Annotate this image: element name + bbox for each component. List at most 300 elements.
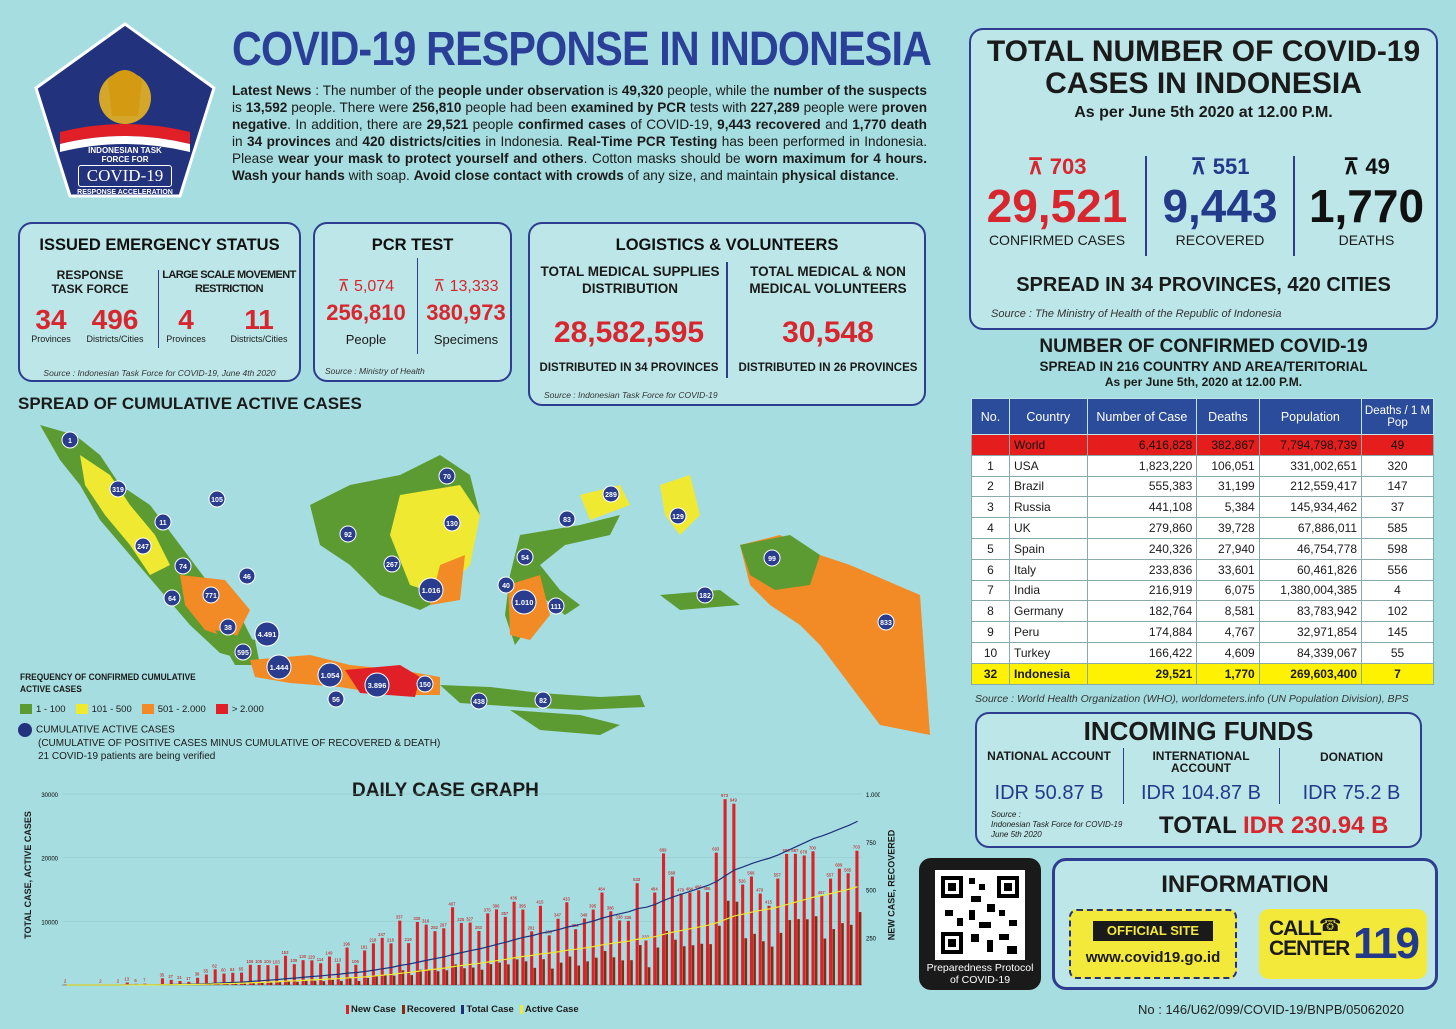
recovered-bar (322, 981, 325, 985)
y-tick-left: 10000 (41, 920, 58, 927)
new-case-bar (302, 960, 305, 985)
confirmed-value: 29,521 (986, 180, 1128, 232)
table-cell: 216,919 (1087, 580, 1197, 601)
new-case-label: 21 (177, 974, 182, 980)
world-date: As per June 5th, 2020 at 12.00 P.M. (1104, 375, 1303, 389)
new-case-label: 103 (272, 959, 280, 965)
case-bubble-label: 247 (137, 544, 149, 551)
news-fragment: in Indonesia. (480, 134, 568, 150)
table-cell: 1,380,004,385 (1259, 580, 1361, 601)
new-case-bar (486, 913, 489, 985)
new-case-label: 338 (615, 914, 623, 920)
new-case-bar (363, 950, 366, 985)
daily-case-chart (40, 780, 880, 1000)
bubble-icon (18, 723, 32, 737)
recovered-bar (753, 934, 756, 985)
new-case-label: 6 (134, 977, 137, 983)
new-case-bar (644, 940, 647, 985)
table-cell: 585 (1362, 518, 1434, 539)
case-bubble-label: 1.444 (269, 663, 289, 672)
case-bubble-label: 3.896 (367, 681, 387, 690)
medical-supplies-value: 28,582,595 (553, 316, 705, 349)
news-fragment: 49,320 (621, 83, 664, 98)
case-bubble-label: 82 (539, 698, 547, 705)
new-case-label: 467 (817, 889, 825, 895)
graph-legend-item: New Case (346, 1004, 396, 1015)
country-table (971, 398, 1434, 685)
new-case-label: 484 (597, 886, 605, 892)
y-tick-right: 1.000 (866, 793, 880, 799)
legend-title: FREQUENCY OF CONFIRMED CUMULATIVE ACTIVE CASES (20, 672, 196, 695)
table-cell: 32,971,854 (1259, 622, 1361, 643)
new-case-bar (653, 893, 656, 985)
new-case-label: 395 (518, 903, 526, 909)
new-case-bar (398, 921, 401, 985)
logo-line4: RESPONSE ACCELERATION (77, 189, 173, 196)
recovered-bar (788, 920, 791, 985)
table-cell: 49 (1362, 435, 1434, 456)
recovered-bar (340, 981, 343, 985)
new-case-label: 13 (124, 976, 130, 982)
news-fragment: 13,592 (245, 100, 288, 116)
deaths-increase: 49 (1365, 154, 1390, 179)
new-case-bar (600, 893, 603, 985)
recovered-bar (780, 933, 783, 985)
new-case-bar (513, 902, 516, 985)
increase-icon: ⊼ (337, 278, 355, 295)
news-fragment: 34 provinces (247, 134, 331, 150)
case-bubble-label: 64 (168, 596, 176, 603)
call-center-button[interactable] (1259, 909, 1427, 979)
rtf-provinces-label: Provinces (31, 334, 71, 344)
new-case-label: 82 (212, 963, 217, 969)
recovered-stat (1147, 154, 1293, 248)
case-bubble-label: 1.054 (320, 671, 340, 680)
new-case-label: 181 (360, 944, 368, 950)
new-case-bar (671, 877, 674, 985)
new-case-bar (565, 902, 568, 985)
table-cell: 32 (972, 663, 1010, 684)
recovered-bar (551, 969, 554, 985)
news-fragment: . Cotton masks should be (583, 151, 746, 167)
deaths-label: DEATHS (1338, 232, 1395, 248)
table-cell: 4,609 (1197, 642, 1259, 663)
case-bubble-label: 771 (205, 593, 217, 600)
table-row (972, 663, 1434, 684)
graph-ylabel-left: TOTAL CASE, ACTIVE CASES (22, 811, 33, 939)
table-cell: 8,581 (1197, 601, 1259, 622)
case-bubble-label: 4.491 (257, 630, 277, 639)
funds-total: TOTAL IDR 230.94 B (1159, 812, 1389, 839)
pcr-test-panel (313, 222, 512, 382)
legend-item: 501 - 2.000 (142, 704, 206, 715)
recovered-bar (586, 961, 589, 985)
new-case-label: 106 (351, 958, 359, 964)
new-case-bar (609, 911, 612, 985)
graph-ylabel-right: NEW CASE, RECOVERED (886, 829, 897, 941)
new-case-bar (820, 896, 823, 985)
new-case-bar (688, 893, 691, 985)
new-case-bar (319, 963, 322, 985)
news-fragment: 1,770 death (852, 117, 927, 133)
news-fragment: of COVID-19, (625, 117, 718, 133)
table-cell: World (1010, 435, 1088, 456)
volunteers-value: 30,548 (782, 316, 874, 349)
case-bubble-label: 182 (699, 593, 711, 600)
table-cell: 83,783,942 (1259, 601, 1361, 622)
new-case-bar (829, 879, 832, 985)
new-case-bar (759, 894, 762, 985)
new-case-bar (469, 923, 472, 985)
new-case-label: 496 (694, 884, 702, 890)
table-header: Number of Case (1087, 399, 1197, 435)
table-row (972, 455, 1434, 476)
case-bubble-label: 46 (243, 574, 251, 581)
news-fragment: has been performed in Indonesia. Please (232, 134, 927, 167)
table-cell: 4 (972, 518, 1010, 539)
increase-icon: ⊼ (1027, 154, 1044, 179)
recovered-bar (569, 957, 572, 985)
recovered-bar (577, 966, 580, 985)
table-row (972, 538, 1434, 559)
call-center-label: CALL CENTER (1269, 917, 1350, 960)
pcr-specimen-label: Specimens (433, 332, 499, 347)
new-case-bar (750, 877, 753, 985)
funds-panel (975, 712, 1422, 848)
funds-title: INCOMING FUNDS (1083, 716, 1314, 746)
table-cell: 441,108 (1087, 497, 1197, 518)
news-fragment: people (468, 117, 518, 133)
recovered-bar (305, 981, 308, 985)
logo-line1: INDONESIAN TASK (88, 146, 162, 155)
new-case-bar (460, 923, 463, 985)
table-cell: 320 (1362, 455, 1434, 476)
table-cell: Russia (1010, 497, 1088, 518)
recovered-bar (314, 981, 317, 985)
increase-icon: ⊼ (1190, 154, 1207, 179)
table-header: Population (1259, 399, 1361, 435)
news-fragment: 227,289 (750, 100, 800, 116)
recovered-bar (771, 947, 774, 985)
case-bubble-label: 11 (159, 520, 167, 527)
donation-title: DONATION (1319, 750, 1384, 764)
news-fragment: 256,810 (412, 100, 462, 116)
new-case-label: 533 (633, 877, 641, 883)
logo-line3: COVID-19 (78, 165, 173, 187)
table-cell: 174,884 (1087, 622, 1197, 643)
recovered-bar (454, 964, 457, 985)
total-title-line1: TOTAL NUMBER OF COVID-19 (986, 35, 1421, 68)
case-bubble-label: 129 (672, 514, 684, 521)
new-case-label: 114 (316, 957, 324, 963)
table-row (972, 622, 1434, 643)
table-cell: 233,836 (1087, 559, 1197, 580)
case-bubble-label: 74 (179, 564, 187, 571)
new-case-label: 55 (203, 968, 209, 974)
confirmed-stat (971, 154, 1143, 248)
new-case-label: 347 (554, 912, 562, 918)
table-row (972, 580, 1434, 601)
new-case-label: 415 (536, 899, 544, 905)
medical-supplies-title: TOTAL MEDICAL SUPPLIES DISTRIBUTION (540, 264, 720, 296)
new-case-label: 327 (466, 916, 474, 922)
recovered-bar (736, 902, 739, 985)
recovered-bar (533, 968, 536, 985)
news-fragment: number of the suspects (773, 83, 927, 98)
recovered-bar (472, 968, 475, 985)
pcr-people-label: People (345, 332, 387, 347)
new-case-bar (794, 854, 797, 985)
new-case-label: 7 (143, 977, 146, 983)
y-tick-left: 20000 (41, 856, 58, 863)
new-case-label: 557 (826, 872, 834, 878)
qr-card[interactable] (919, 858, 1041, 990)
recovered-label: RECOVERED (1175, 232, 1265, 248)
table-cell: USA (1010, 455, 1088, 476)
new-case-label: 479 (756, 887, 764, 893)
logo-line2: FORCE FOR (101, 155, 149, 164)
recovered-bar (727, 901, 730, 985)
pcr-title: PCR TEST (371, 236, 454, 254)
new-case-bar (389, 943, 392, 985)
new-case-label: 64 (229, 966, 235, 972)
new-case-bar (416, 922, 419, 985)
new-case-bar (680, 894, 683, 985)
new-case-bar (477, 931, 480, 985)
graph-legend-item: Total Case (461, 1004, 513, 1015)
new-case-bar (618, 920, 621, 985)
recovered-bar (859, 912, 862, 985)
international-account-value: IDR 104.87 B (1140, 782, 1262, 804)
table-cell: 67,886,011 (1259, 518, 1361, 539)
new-case-label: 105 (255, 958, 263, 964)
table-cell: 1 (972, 455, 1010, 476)
news-fragment: tests with (685, 100, 751, 116)
new-case-bar (627, 921, 630, 985)
new-case-label: 60 (221, 967, 226, 973)
case-bubble-label: 438 (473, 699, 485, 706)
total-cases-panel (969, 28, 1438, 330)
total-source: Source : The Ministry of Health of the Republic of Indonesia (991, 308, 1282, 320)
new-case-label: 395 (589, 903, 597, 909)
recovered-bar (674, 940, 677, 985)
pcr-source: Source : Ministry of Health (325, 366, 425, 376)
new-case-bar (548, 935, 551, 985)
y-tick-left: 30000 (41, 793, 58, 799)
timor (510, 710, 620, 735)
table-cell: Germany (1010, 601, 1088, 622)
table-cell: India (1010, 580, 1088, 601)
table-cell: 7 (972, 580, 1010, 601)
pcr-specimen-value: 380,973 (426, 300, 506, 325)
recovered-bar (613, 957, 616, 985)
pcr-specimen-increase: ⊼ 13,333 (433, 278, 499, 295)
table-cell: 6 (972, 559, 1010, 580)
table-cell: 29,521 (1087, 663, 1197, 684)
table-cell: 382,867 (1197, 435, 1259, 456)
new-case-label: 585 (844, 867, 852, 873)
table-cell: 145 (1362, 622, 1434, 643)
maluku-north (660, 475, 700, 535)
table-cell: 102 (1362, 601, 1434, 622)
recovered-bar (296, 982, 299, 985)
table-cell: UK (1010, 518, 1088, 539)
table-cell: 5 (972, 538, 1010, 559)
graph-legend-item: Active Case (520, 1004, 579, 1015)
case-bubble-label: 105 (211, 497, 223, 504)
y-tick-right: 250 (866, 936, 877, 943)
new-case-label: 219 (404, 937, 412, 943)
recovered-bar (560, 963, 563, 985)
new-case-bar (530, 931, 533, 985)
recovered-bar (701, 944, 704, 985)
map-title: SPREAD OF CUMULATIVE ACTIVE CASES (18, 394, 362, 413)
new-case-bar (504, 917, 507, 985)
recovered-bar (850, 925, 853, 985)
new-case-bar (715, 853, 718, 985)
table-cell: 6,416,828 (1087, 435, 1197, 456)
table-cell: 31,199 (1197, 476, 1259, 497)
recovered-bar (375, 976, 378, 985)
news-fragment: is (604, 83, 622, 98)
information-title: INFORMATION (1161, 871, 1329, 898)
recovered-bar (815, 916, 818, 985)
news-fragment: : The number of the (311, 83, 438, 98)
new-case-bar (310, 960, 313, 985)
news-fragment: proven negative (232, 100, 927, 133)
recovered-bar (630, 960, 633, 985)
call-center-number: 119 (1353, 919, 1418, 968)
table-header: No. (972, 399, 1010, 435)
new-case-label: 153 (281, 949, 289, 955)
new-case-label: 2 (64, 978, 67, 984)
news-fragment: Real-Time PCR Testing (567, 134, 718, 150)
psbb-districts-label: Districts/Cities (230, 334, 288, 344)
new-case-label: 218 (386, 937, 394, 943)
case-bubble-label: 150 (419, 682, 431, 689)
new-case-bar (293, 964, 296, 985)
table-cell: 4 (1362, 580, 1434, 601)
news-fragment: people were (799, 100, 882, 116)
graph-legend (346, 1004, 585, 1015)
table-row (972, 497, 1434, 518)
table-cell: 269,603,400 (1259, 663, 1361, 684)
table-cell: 145,934,462 (1259, 497, 1361, 518)
verify-note: 21 COVID-19 patients are being verified (38, 751, 216, 762)
recovered-increase: 551 (1212, 154, 1250, 179)
new-case-label: 336 (624, 914, 632, 920)
recovered-bar (595, 958, 598, 985)
case-bubble-label: 1.016 (421, 586, 441, 595)
new-case-bar (706, 892, 709, 985)
new-case-label: 316 (422, 918, 430, 924)
news-fragment: in (232, 134, 248, 150)
recovered-bar (665, 931, 668, 985)
new-case-bar (539, 906, 542, 985)
new-case-bar (697, 890, 700, 985)
news-fragment: worn maximum for 4 hours. Wash your hands (232, 151, 928, 184)
new-case-label: 357 (501, 910, 509, 916)
news-fragment: . (895, 168, 899, 184)
logistics-source: Source : Indonesian Task Force for COVID-19 (544, 390, 718, 400)
news-fragment: with soap. (344, 168, 414, 184)
case-bubble-label: 267 (386, 562, 398, 569)
official-site-link[interactable] (1069, 909, 1237, 979)
case-bubble-label: 54 (521, 555, 529, 562)
recovered-bar (683, 946, 686, 985)
new-case-bar (583, 919, 586, 985)
recovered-bar (824, 939, 827, 985)
new-case-label: 247 (378, 931, 386, 937)
bubble-legend (18, 723, 440, 763)
world-title: NUMBER OF CONFIRMED COVID-19 (1039, 336, 1368, 357)
psbb-provinces-label: Provinces (166, 334, 206, 344)
graph-legend-item: Recovered (402, 1004, 456, 1015)
recovered-bar (692, 945, 695, 985)
new-case-bar (855, 851, 858, 985)
new-case-label: 375 (483, 907, 491, 913)
document-number: No : 146/U62/099/COVID-19/BNPB/05062020 (1138, 1002, 1404, 1017)
new-case-bar (838, 869, 841, 985)
new-case-label: 233 (641, 934, 649, 940)
funds-source: Source : Indonesian Task Force for COVID-19 June 5th 2020 (991, 810, 1123, 839)
news-fragment: physical distance (781, 168, 896, 184)
table-cell: 166,422 (1087, 642, 1197, 663)
recovered-bar (358, 981, 361, 985)
case-bubble-label: 70 (443, 474, 451, 481)
increase-icon: ⊼ (433, 278, 450, 295)
table-cell: 4,767 (1197, 622, 1259, 643)
new-case-label: 129 (307, 954, 315, 960)
international-account-title: INTERNATIONAL ACCOUNT (1152, 749, 1250, 775)
news-fragment: is (232, 100, 246, 116)
table-cell: Italy (1010, 559, 1088, 580)
recovered-bar (481, 970, 484, 985)
recovered-bar (366, 978, 369, 985)
table-cell: Brazil (1010, 476, 1088, 497)
new-case-label: 687 (791, 847, 799, 853)
new-case-label: 17 (185, 975, 191, 981)
news-fragment: 420 districts/cities (362, 134, 481, 150)
recovered-bar (384, 975, 387, 985)
case-bubble-label: 56 (332, 697, 340, 704)
new-case-label: 484 (685, 886, 693, 892)
case-bubble-label: 40 (502, 583, 510, 590)
new-case-label: 292 (571, 923, 579, 929)
new-case-label: 109 (290, 958, 298, 964)
bubble-desc: (CUMULATIVE OF POSITIVE CASES MINUS CUMULATIVE OF RECOVERED & DEATH) (38, 738, 441, 749)
rtf-districts-value: 496 (91, 304, 139, 335)
new-case-label: 693 (712, 846, 720, 852)
table-cell: 9 (972, 622, 1010, 643)
new-case-label: 283 (474, 924, 482, 930)
donation-value: IDR 75.2 B (1302, 782, 1401, 804)
case-bubble-label: 92 (344, 532, 352, 539)
news-fragment: examined by PCR (570, 100, 686, 116)
medical-supplies-note: DISTRIBUTED IN 34 PROVINCES (539, 362, 719, 374)
recovered-bar (410, 975, 413, 985)
recovered-bar (525, 961, 528, 985)
page-title: COVID-19 RESPONSE IN INDONESIA (232, 23, 932, 76)
psbb-districts-value: 11 (244, 304, 274, 335)
table-row (972, 559, 1434, 580)
news-fragment: 9,443 recovered (717, 117, 821, 133)
legend-item: 1 - 100 (20, 704, 66, 715)
new-case-label: 130 (299, 954, 307, 960)
new-case-label: 281 (527, 925, 535, 931)
new-case-label: 2 (99, 978, 102, 984)
table-cell: 1,823,220 (1087, 455, 1197, 476)
